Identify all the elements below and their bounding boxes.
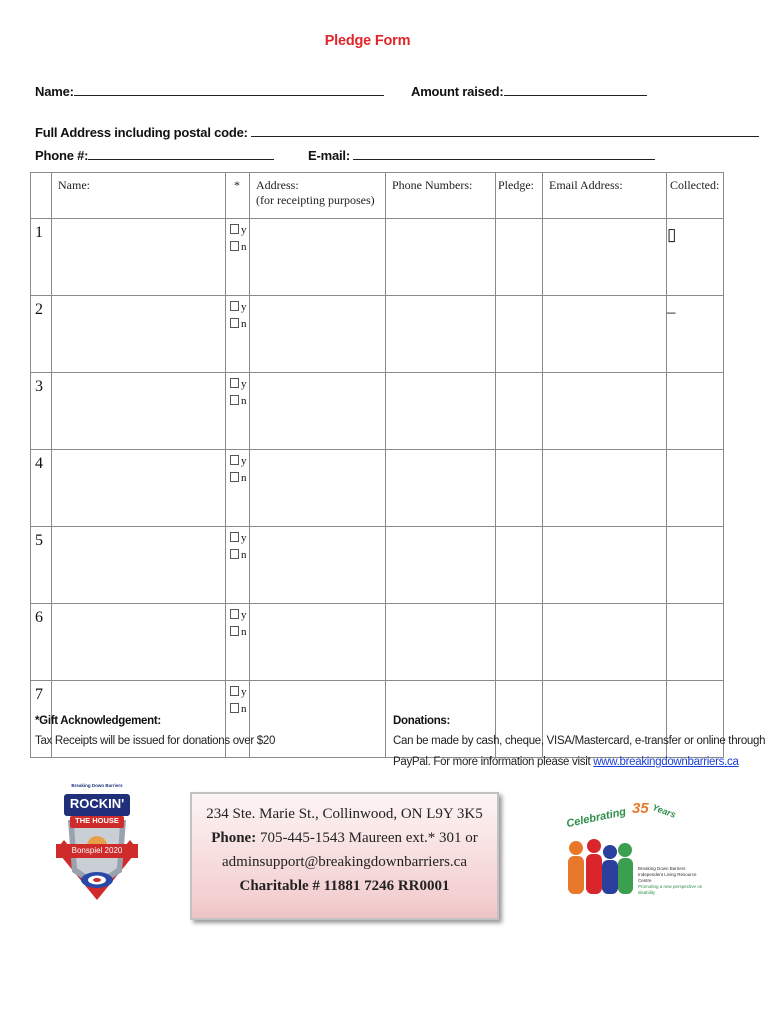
table-row [31,604,724,681]
email-cell[interactable] [543,450,667,527]
email-cell[interactable] [543,604,667,681]
collected-cell[interactable] [667,450,724,527]
yes-option[interactable] [230,299,249,316]
yes-option[interactable] [230,222,249,239]
checkbox-icon[interactable] [230,378,239,388]
header-address-label: Address: [256,178,299,192]
gift-acknowledgement-cell [226,604,250,681]
address-field [35,125,759,140]
row-number: 6 [31,604,52,681]
yes-option[interactable] [230,376,249,393]
phone-cell[interactable] [386,527,496,604]
email-cell[interactable] [543,296,667,373]
logo-left-bonspiel: Bonspiel 2020 [71,846,123,855]
row-number: 3 [31,373,52,450]
address-cell[interactable] [250,527,386,604]
header-pledge: Pledge: [496,173,543,219]
no-label: n [241,626,247,638]
donations-line1: Can be made by cash, cheque, VISA/Mastercard, e-transfer or online through [393,735,766,747]
pledge-table [30,172,724,758]
checkbox-icon[interactable] [230,224,239,234]
table-row [31,219,724,296]
contact-address: 234 Ste. Marie St., Collinwood, ON L9Y 3K5 [206,806,483,822]
name-cell[interactable] [52,373,226,450]
gift-acknowledgement-cell [226,373,250,450]
email-cell[interactable] [543,219,667,296]
contact-phone-text: 705-445-1543 Maureen ext.* 301 or [259,830,478,846]
phone-cell[interactable] [386,296,496,373]
logo-right-celebrating: Celebrating [565,805,628,831]
phone-cell[interactable] [386,373,496,450]
email-field [308,148,655,163]
donations-line2 [393,756,739,768]
collected-cell[interactable] [667,604,724,681]
row-number: 7 [31,681,52,758]
table-row [31,373,724,450]
logo-left-the-house: THE HOUSE [75,816,119,825]
row-number: 4 [31,450,52,527]
gift-acknowledgement-cell [226,219,250,296]
contact-box [190,792,499,920]
dash-icon: – [667,302,676,321]
header-star: * [226,173,250,219]
no-option[interactable] [230,316,249,333]
name-blank[interactable] [74,84,384,96]
gift-acknowledgement-cell [226,296,250,373]
address-cell[interactable] [250,373,386,450]
yes-label: y [241,455,247,467]
no-option[interactable] [230,701,249,718]
no-label: n [241,395,247,407]
phone-cell[interactable] [386,219,496,296]
contact-phone [192,826,497,850]
yes-option[interactable] [230,530,249,547]
no-option[interactable] [230,547,249,564]
address-blank[interactable] [251,125,759,137]
checkbox-icon[interactable] [230,609,239,619]
logo-right-org-line1: Breaking Down Barriers [638,866,686,871]
no-option[interactable] [230,239,249,256]
yes-option[interactable] [230,607,249,624]
no-label: n [241,472,247,484]
pledge-cell[interactable] [496,604,543,681]
collected-cell[interactable] [667,296,724,373]
placeholder-box-icon: ▯ [667,225,677,244]
no-option[interactable] [230,470,249,487]
name-cell[interactable] [52,450,226,527]
donations-line2-prefix: PayPal. For more information please visit [393,756,591,768]
email-blank[interactable] [353,148,655,160]
table-row [31,527,724,604]
name-cell[interactable] [52,604,226,681]
address-label: Full Address including postal code: [35,125,248,140]
header-phone: Phone Numbers: [386,173,496,219]
yes-option[interactable] [230,453,249,470]
header-email: Email Address: [543,173,667,219]
website-link[interactable]: www.breakingdownbarriers.ca [593,756,739,768]
no-label: n [241,703,247,715]
contact-charitable [192,874,497,898]
checkbox-icon[interactable] [230,472,239,482]
amount-blank[interactable] [504,84,647,96]
checkbox-icon[interactable] [230,532,239,542]
amount-label: Amount raised: [411,84,504,99]
checkbox-icon[interactable] [230,318,239,328]
no-option[interactable] [230,624,249,641]
yes-label: y [241,686,247,698]
email-label: E-mail: [308,148,350,163]
collected-cell[interactable] [667,219,724,296]
contact-charitable-text: Charitable # 11881 7246 RR0001 [239,878,450,894]
checkbox-icon[interactable] [230,626,239,636]
address-cell[interactable] [250,450,386,527]
logo-right-org-line3: Promoting a new perspective on disability [638,884,703,895]
yes-option[interactable] [230,684,249,701]
address-cell[interactable] [250,219,386,296]
checkbox-icon[interactable] [230,549,239,559]
page-title: Pledge Form [324,33,411,49]
row-number: 2 [31,296,52,373]
no-label: n [241,549,247,561]
logo-left-rockin: ROCKIN' [69,796,125,811]
name-label: Name: [35,84,74,99]
logo-left-small: Breaking Down Barriers [71,783,123,788]
checkbox-icon[interactable] [230,455,239,465]
phone-cell[interactable] [386,604,496,681]
checkbox-icon[interactable] [230,241,239,251]
email-cell[interactable] [543,527,667,604]
contact-phone-label: Phone: [211,830,257,846]
pledge-cell[interactable] [496,527,543,604]
phone-cell[interactable] [386,450,496,527]
table-header-row [31,173,724,219]
logo-right-35: 35 [632,800,649,817]
header-collected: Collected: [667,173,724,219]
rockin-the-house-logo [48,780,146,900]
logo-right-org-line2: Independent Living Resource Centre [638,872,697,883]
yes-label: y [241,301,247,313]
checkbox-icon[interactable] [230,686,239,696]
header-number [31,173,52,219]
header-address [250,173,386,219]
pledge-cell[interactable] [496,373,543,450]
logo-right-years: Years [651,802,678,820]
table-row [31,450,724,527]
gift-text: Tax Receipts will be issued for donations over $20 [35,735,276,747]
name-cell[interactable] [52,527,226,604]
donations-heading: Donations: [393,715,451,727]
no-label: n [241,241,247,253]
pledge-cell[interactable] [496,219,543,296]
checkbox-icon[interactable] [230,301,239,311]
header-name: Name: [52,173,226,219]
name-cell[interactable] [52,296,226,373]
phone-label: Phone #: [35,148,89,163]
row-number: 5 [31,527,52,604]
pledge-cell[interactable] [496,296,543,373]
yes-label: y [241,378,247,390]
row-number: 1 [31,219,52,296]
collected-cell[interactable] [667,527,724,604]
pledge-cell[interactable] [496,450,543,527]
name-cell[interactable] [52,219,226,296]
email-cell[interactable] [543,373,667,450]
checkbox-icon[interactable] [230,703,239,713]
yes-label: y [241,532,247,544]
no-label: n [241,318,247,330]
yes-label: y [241,609,247,621]
checkbox-icon[interactable] [230,395,239,405]
name-field [35,84,384,99]
contact-email: adminsupport@breakingdownbarriers.ca [222,854,467,870]
gift-acknowledgement-cell [226,527,250,604]
address-cell[interactable] [250,296,386,373]
logo-right-org [638,866,708,896]
header-address-sub: (for receipting purposes) [256,193,375,207]
phone-field [35,148,274,163]
table-row [31,296,724,373]
gift-acknowledgement-cell [226,450,250,527]
people-figures-icon [566,836,634,896]
no-option[interactable] [230,393,249,410]
amount-field [411,84,647,99]
gift-heading: *Gift Acknowledgement: [35,715,161,727]
yes-label: y [241,224,247,236]
celebrating-35-years-logo [558,800,708,900]
phone-blank[interactable] [88,148,274,160]
address-cell[interactable] [250,604,386,681]
collected-cell[interactable] [667,373,724,450]
